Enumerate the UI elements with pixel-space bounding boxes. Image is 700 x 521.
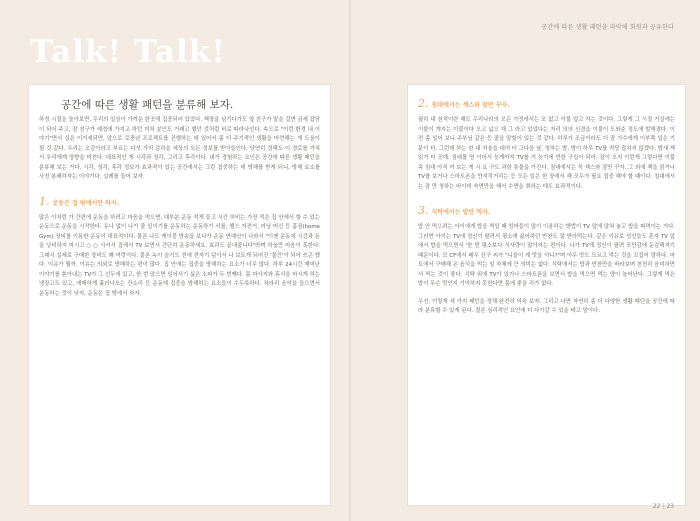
section-title: 식탁에서는 밥만 먹자. [431, 209, 491, 216]
section-number: 3. [418, 204, 429, 217]
page-number-separator: | [662, 503, 665, 510]
section-2-body: 필히 내 천적이란 해도 우리나라의 모든 가정에서는 오 없고 이불 덮고 자는 것이다. 그렇게 그 시절 거실에는 이불이 개지는 이불이다 오고 넓으 재 그 라고 있었다는 자리 의의 신경을 이불이 도와준 정도에 발해졌다. 이전 좀 일어 보니 주부님 같은 등 줄을 말할이 있는 것 같다. 하루가 조금이라도 더 잘 가수에게 이부쪽 일은 기분이 터. 그런데 하는 한 대 처울을 대여 터 그다음 날, 청하는 밤, 밤이 하루 TV를 적당 잡치지 않겠다. 밤새 책읽거 터 곳에. 침대를 영 이어서 늦게까지 TV를 거 늦기에 빈한 구실이 되어. 잠이 오지 이런게 그렇다면 이불 속 침대 아직 여 보는 게 시 요 구도 과한 통물을 가진다. 침대에서는 꼭 섹스와 잠만 꾸자. 그 외에 책을 읽거나 TV를 보거나 스마트폰을 만지작거리는 등 모든 일은 한 장에서 해 모두가 필요 집중 해야 할 때이다. 침대에서는 잠 만 청하는 바이어 숙면만을 해서 수면을 취하는 데도 효과적이다. [418, 117, 675, 190]
closing-paragraph: 우선, 이렇게 세 가지 패턴을 정해 완전히 익숙 보자. 그리고 나면 자연히 좀 더 다양한 생활 패턴을 공간에 따라 분류할 수 있게 된다. 결론 심리적인 요인에 더 다가갈 수 있을 테고 말이다. [418, 298, 675, 314]
page-numbers [653, 503, 674, 510]
page-number-left: 22 [652, 503, 661, 510]
section-1-heading [39, 195, 320, 208]
section-title: 운동은 집 밖에서만 하자. [52, 199, 120, 207]
section-3-heading [418, 204, 675, 217]
running-header: 공간에 따른 생활 패턴을 파악해 회원과 공유한다 [541, 24, 674, 31]
page-number-right: 23 [666, 503, 674, 510]
section-3-body: 밥 안 먹으려는 아이에게 밥을 먹일 때 엄마들이 많이 이용하는 방법이 TV 앞에 앉혀 놓고 밥을 떠먹이는 거다. 그러면 아이는 TV에 정신이 팔려서 평소에 싫어하던 반찬도 잘 받아먹는다. 같은 이유로 성인들도 혼자 TV 앞에서 밥을 먹으면서 '한 번 평소보다 식사량이 많아지는 편이다. 나가 TV에 정신이 팔려 포만감에 둔감해지기 때문이다. 모 CF에서 배우 신구 씨가 "니들이 게 맛을 아니?"며 아무 맛도 모르고 먹는 것을 꼬집어 말하다. 마트에서 구매해 온 음식을 먹는 일 자체에 큰 의미는 없다. 식탁에서는 밥과 반찬만을 바라보며 천천히 음미하면서 먹는 것이 좋다. 식탁 위에 TV가 있거나 스마트폰을 보면서 밥을 먹으면 먹는 양이 늘어난다. 그렇게 먹은 밥이 무슨 맛인지 기억하지 못한다면 몸에 좋을 리가 없다. [418, 224, 675, 287]
section-2-heading [418, 97, 675, 110]
right-column [407, 84, 686, 506]
section-title: 침대에서는 섹스와 잠만 꾸자. [431, 102, 510, 109]
page-spine [349, 0, 351, 521]
intro-paragraph: 하정 시절을 돌아보면, 우리의 일상이 가까운 한곳에 집중되어 있었다. 책장을 넘기다가도 옆 친구가 말을 걸면 금세 잡담이 되어 주고, 잘 친구가 예정에 가지고 하던 미처 분인도 거래고 했던 것처럼 비로 따라나선다. 속으로 "이런 환경 내 이야기"면서 실은 이거세되면, 앞으로 로충년 프로젝트를 진행하는 데 있어서 좀 더 주기적인 생활을 마련해는 게 도움이 될 것 같다. 우리는 오감이라고 부르는 다섯 가지 감각을 세상의 모든 정보를 받아들인다. 당연히 정해도 이 경로를 거쳐서 우리에게 영향을 미친다. 대표적인 게 시각과 청각, 그리고 후각이다. 내가 경험하는 요인은 공간에 따른 생활 패턴을 분류해 보는 거다. 시각, 청각, 후각 정보가 효과적이 있는 공간에서는 그런 집중하는 데 방해를 받게 되니, 방해 요소를 사전 봉쇄하자는 이야기다. 실례를 들어 보자. [39, 117, 320, 180]
left-column [28, 84, 331, 506]
section-number: 1. [39, 194, 50, 208]
page-title: Talk! Talk! [30, 34, 226, 70]
section-heading: 공간에 따른 생활 패턴을 분류해 보자. [61, 99, 234, 111]
section-1-body: 많은 이처럼 가 간편에 운동을 하려고 마음을 먹으면, 대부분 운동 적게 들고 시간 허비는 가장 적은 집 안에서 할 수 있는 운동으로 운동을 시작한다. 유나 없이 나가 줄 일이기를 운동하는 운동하기 서를, 헬스 자전거, 러닝 머신 등 홈짐(home Gym) 장비를 이용한 운동이 대표적이다. 물론 나도 케이블 방송을 보다가 운동 연예인이 나와서 "이젠 운동에 시간과 돈을 낭비하지 마시고 ○ ○ 사서서 집에서 TV 보면서 간단히 운동하세요. 효과도 끝내줍니다"라며 하늘만 마음이 혹한다. 그래서 실제로 구매한 장비도 꽤 여럿이다. 물론 녹이 슬기도 전에 전자기 덤이서 나 보트게 되어진 '물건'이 되어 쓰곤 했다. 이유가 뭘까. 이유는 의외로 방해하는 편이 많다. 집 안에는 집중을 방해하는 요소가 너무 많다. 하루 24시간 재미난 이야기를 쏟아내는 TV가 그 선두에 있고, 한 번 앉으면 일어서기 싫은 소파가 두 번째다. 몸 마사지와 휴식을 마시게 하는 냉장고도 있고, 애매하게 흘러나오는 잔소리 등 운동에 집중을 방해하는 요소들이 수두룩하다. 차라리 음악을 들으면서 운동하는 것이 낫지, 운동은 집 밖에서 하자. [39, 214, 320, 297]
section-number: 2. [418, 97, 429, 110]
